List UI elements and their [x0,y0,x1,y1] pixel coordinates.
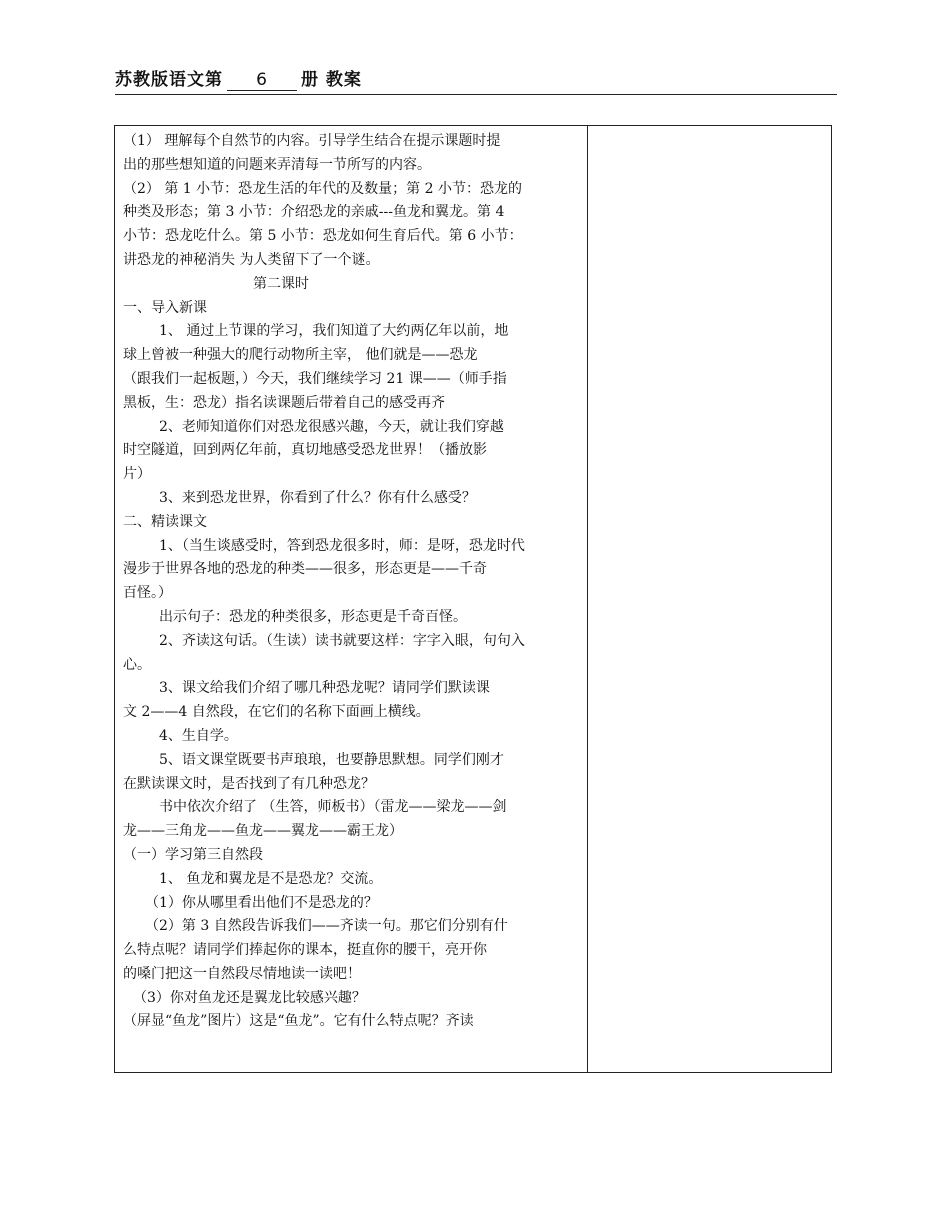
content-line: 1、 鱼龙和翼龙是不是恐龙？交流。 [159,870,383,887]
content-line: 种类及形态；第 3 小节：介绍恐龙的亲戚---鱼龙和翼龙。第 4 [123,204,505,221]
content-line: 书中依次介绍了 （生答，师板书）（雷龙——梁龙——剑 [159,799,507,816]
lesson-content-cell [123,130,583,1034]
content-line: 黑板，生：恐龙）指名读课题后带着自己的感受再齐 [123,394,445,411]
content-line: 3、来到恐龙世界，你看到了什么？你有什么感受？ [159,489,476,506]
volume-number: 6 [227,70,297,91]
content-line: （1） 理解每个自然节的内容。引导学生结合在提示课题时提 [123,133,501,149]
content-line: 出的那些想知道的问题来弄清每一节所写的内容。 [123,156,431,173]
content-line: 片） [123,466,151,483]
content-line: 2、齐读这句话。（生读）读书就要这样：字字入眼，句句入 [159,632,525,649]
title-suffix: 册 教案 [301,70,362,90]
content-line: 的嗓门把这一自然段尽情地读一读吧！ [123,965,361,982]
content-line: 4、生自学。 [159,727,238,744]
page-header [115,70,837,95]
content-line: （3）你对鱼龙还是翼龙比较感兴趣？ [133,989,366,1006]
lesson-plan-table [114,125,832,1073]
content-line: （2）第 3 自然段告诉我们——齐读一句。那它们分别有什 [145,918,508,935]
content-line: 讲恐龙的神秘消失 为人类留下了一个谜。 [123,251,380,268]
content-line: 龙——三角龙——鱼龙——翼龙——霸王龙） [123,823,403,840]
content-line: 漫步于世界各地的恐龙的种类——很多，形态更是——千奇 [123,561,487,578]
title-prefix: 苏教版语文第 [115,70,223,90]
content-line: 2、老师知道你们对恐龙很感兴趣，今天，就让我们穿越 [159,418,504,435]
content-line: 心。 [123,656,151,673]
content-line: （一）学习第三自然段 [123,846,263,863]
content-line: 5、语文课堂既要书声琅琅，也要静思默想。同学们刚才 [159,751,504,768]
content-line: 么特点呢？请同学们捧起你的课本，挺直你的腰干，亮开你 [123,942,487,959]
content-line: 出示句子：恐龙的种类很多，形态更是千奇百怪。 [159,608,467,625]
content-line: （跟我们一起板题，）今天，我们继续学习 21 课——（师手指 [123,370,507,387]
content-line: 1、 通过上节课的学习，我们知道了大约两亿年以前，地 [159,323,509,340]
content-line: 二、精读课文 [123,513,207,530]
content-line: （屏显“鱼龙”图片）这是“鱼龙”。它有什么特点呢？齐读 [123,1013,474,1030]
content-line: 时空隧道，回到两亿年前，真切地感受恐龙世界！（播放影 [123,442,487,459]
document-title [115,65,362,91]
content-line: 百怪。） [123,585,172,602]
content-line: 1、（当生谈感受时，答到恐龙很多时，师：是呀，恐龙时代 [159,537,525,554]
content-line: （1）你从哪里看出他们不是恐龙的？ [145,894,378,911]
content-line: 第二课时 [253,275,309,292]
notes-cell [589,126,831,1072]
content-line: 文 2——4 自然段，在它们的名称下面画上横线。 [123,704,430,721]
content-line: 在默读课文时，是否找到了有几种恐龙？ [123,775,375,792]
column-divider [587,126,588,1072]
content-line: 小节：恐龙吃什么。第 5 小节：恐龙如何生育后代。第 6 小节： [123,228,523,245]
content-line: 3、课文给我们介绍了哪几种恐龙呢？请同学们默读课 [159,680,490,697]
content-line: 球上曾被一种强大的爬行动物所主宰， 他们就是——恐龙 [123,347,478,364]
content-line: 一、导入新课 [123,299,207,316]
content-line: （2） 第 1 小节：恐龙生活的年代的及数量；第 2 小节：恐龙的 [123,180,522,197]
